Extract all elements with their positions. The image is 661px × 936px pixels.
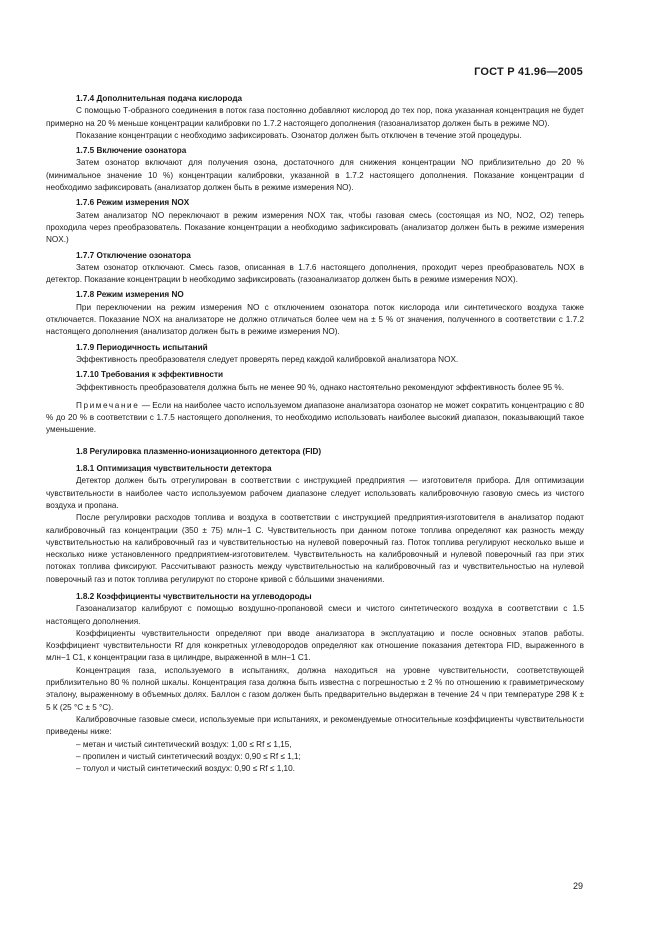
note-text: — Если на наиболее часто используемом диапазоне анализатора озонатор не может сократить концентрацию с 80 % до 20 % в соответствии с 1.7.5 настоящего дополнения, то необходимо использовать наиболее высокий диапазон, показывающий такое уменьшение. (46, 400, 584, 435)
section-heading-1-8: 1.8 Регулировка плазменно-ионизационного детектора (FID) (76, 446, 322, 456)
note-label: Примечание (76, 400, 140, 410)
paragraph: Показание концентрации c необходимо зафиксировать. Озонатор должен быть отключен в течение этой процедуры. (76, 130, 522, 140)
paragraph: С помощью Т-образного соединения в поток газа постоянно добавляют кислород до тех пор, пока указанная концентрация не будет примерно на 20 % меньше концентрации калибровки по 1.7.2 настоящего дополнения (газоанализатор должен быть в режиме NO). (46, 106, 584, 128)
section-heading-1-8-2: 1.8.2 Коэффициенты чувствительности на углеводороды (76, 591, 312, 601)
list-item: – метан и чистый синтетический воздух: 1,00 ≤ Rf ≤ 1,15, (76, 739, 292, 749)
list-item: – толуол и чистый синтетический воздух: 0,90 ≤ Rf ≤ 1,10. (76, 764, 295, 774)
note (46, 400, 584, 437)
section-heading-1-7-4: 1.7.4 Дополнительная подача кислорода (76, 94, 243, 103)
paragraph: Калибровочные газовые смеси, используемые при испытаниях, и рекомендуемые относительные коэффициенты чувствительности приведены ниже: (46, 714, 584, 737)
section-heading-1-7-5: 1.7.5 Включение озонатора (76, 146, 187, 156)
paragraph: Затем озонатор включают для получения озона, достаточного для снижения концентрации NO приблизительно до 20 % (минимальное значение 10 %) концентрации калибровки, указанной в 1.7.2 настоящего дополнения. Показание концентрации d необходимо зафиксировать (анализатор должен быть в режиме измерения NO). (46, 158, 584, 193)
paragraph: Коэффициенты чувствительности определяют при вводе анализатора в эксплуатацию и после основных этапов работы. Коэффициент чувствительности Rf для конкретных углеводородов определяют как отношение показания детектора FID, выраженного в млн−1 С1, к концентрации газа в цилиндре, выраженной в млн−1 С1. (46, 628, 584, 663)
paragraph: Детектор должен быть отрегулирован в соответствии с инструкцией предприятия — изготовителя прибора. Для оптимизации чувствительности в наиболее часто используемом рабочем диапазоне следует использовать калибровочную газовую смесь из чистого воздуха и пропана. (46, 476, 584, 510)
paragraph: Эффективность преобразователя следует проверять перед каждой калибровкой анализатора NOX. (76, 354, 459, 364)
paragraph: При переключении на режим измерения NO с отключением озонатора поток кислорода или синтетического воздуха также отключается. Показание NOX на анализаторе не должно отличаться более чем на ± 5 % от значения, полученного в соответствии с 1.7.2 настоящего дополнения (анализатор должен быть в режиме измерения NO). (46, 302, 584, 337)
document-header: ГОСТ Р 41.96—2005 (474, 66, 583, 78)
paragraph: Концентрация газа, используемого в испытаниях, должна находиться на уровне чувствительности, соответствующей приблизительно 80 % полной шкалы. Концентрация газа должна быть известна с погрешностью ± 2 % по отношению к гравиметрическому эталону, выраженному в объемных долях. Баллон с газом должен быть предварительно выдержан в течение 24 ч при температуре 298 К ± 5 К (25 °С ± 5 °С). (46, 665, 584, 712)
paragraph: После регулировки расходов топлива и воздуха в соответствии с инструкцией предприятия-изготовителя в анализатор подают калибровочный газ концентрации (350 ± 75) млн−1 С. Чувствительность при данном потоке топлива определяют как разность между чувствительностью на калибровочный газ и чувствительностью на нулевой поверочный газ. Поток топлива регулируют несколько выше и несколько ниже установленного предприятием-изготовителем. Чувствительность на калибровочный и нулевой поверочный газ при этих потоках топлива фиксируют. Рассчитывают разность между чувствительностью на калибровочный газ и чувствительностью на нулевой поверочный газ и поток топлива регулируют по стороне кривой с бо́льшими значениями. (46, 513, 584, 584)
page-number: 29 (572, 881, 583, 891)
page-content (46, 93, 584, 775)
section-heading-1-7-7: 1.7.7 Отключение озонатора (76, 250, 191, 260)
paragraph: Затем озонатор отключают. Смесь газов, описанная в 1.7.6 настоящего дополнения, проходит через преобразователь NOX в детектор. Показание концентрации b необходимо зафиксировать (газоанализатор должен быть в режиме измерения NOX). (46, 262, 584, 285)
section-heading-1-7-6: 1.7.6 Режим измерения NOX (76, 198, 190, 208)
section-heading-1-7-10: 1.7.10 Требования к эффективности (76, 370, 224, 380)
paragraph: Затем анализатор NO переключают в режим измерения NOX так, чтобы газовая смесь (состоящая из NO, NO2, O2) теперь проходила через преобразователь. Показание концентрации a необходимо зафиксировать (анализатор должен быть в режиме измерения NOX.) (46, 210, 584, 245)
section-heading-1-7-9: 1.7.9 Периодичность испытаний (76, 342, 208, 352)
section-heading-1-7-8: 1.7.8 Режим измерения NO (76, 290, 184, 300)
list-item: – пропилен и чистый синтетический воздух: 0,90 ≤ Rf ≤ 1,1; (76, 751, 301, 761)
paragraph: Эффективность преобразователя должна быть не менее 90 %, однако настоятельно рекомендуют эффективность более 95 %. (76, 382, 564, 392)
paragraph: Газоанализатор калибруют с помощью воздушно-пропановой смеси и чистого синтетического воздуха в соответствии с 1.5 настоящего дополнения. (46, 604, 584, 626)
gas-mixture-list (46, 739, 584, 776)
section-heading-1-8-1: 1.8.1 Оптимизация чувствительности детектора (76, 464, 272, 474)
